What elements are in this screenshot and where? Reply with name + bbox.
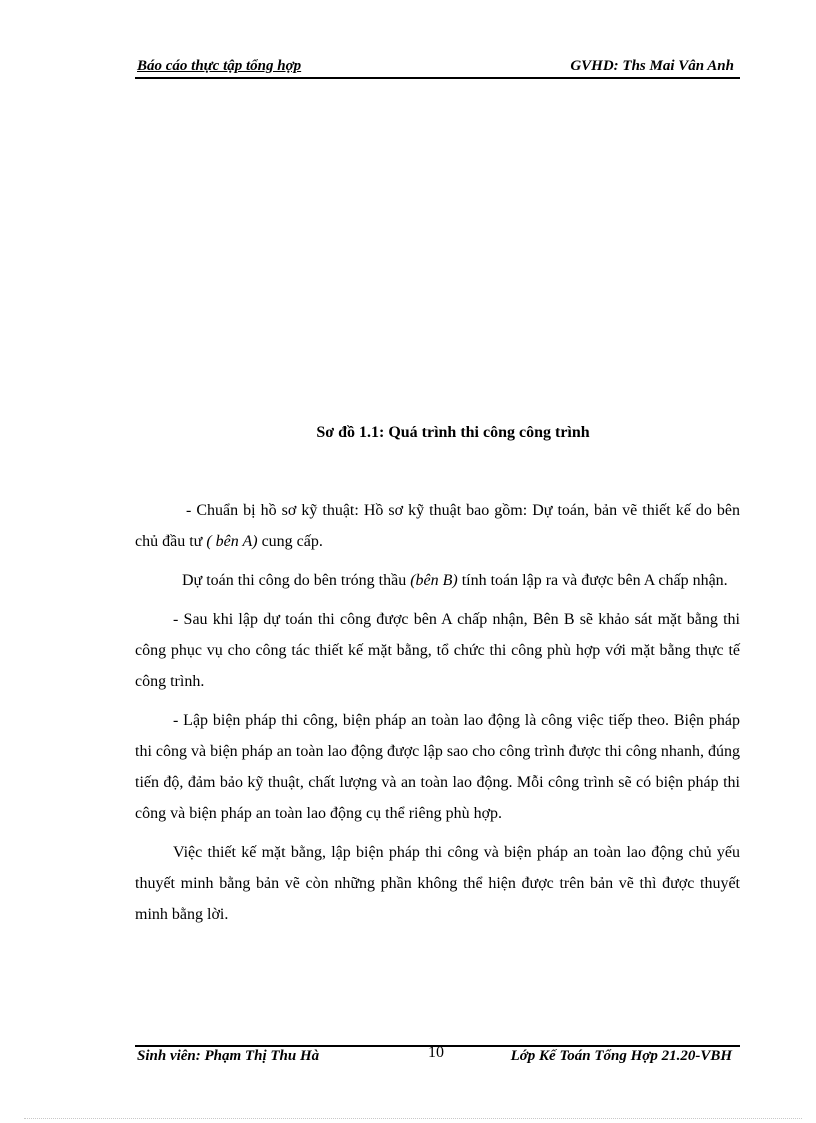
body-text <box>135 495 740 938</box>
paragraph-text: cung cấp. <box>257 533 323 550</box>
footer-class: Lớp Kế Toán Tổng Hợp 21.20-VBH <box>510 1048 732 1064</box>
paragraph-site-survey: - Sau khi lập dự toán thi công được bên A chấp nhận, Bên B sẽ khảo sát mặt bằng thi công phục vụ cho công tác thiết kế mặt bằng, tổ chức thi công phù hợp với mặt bằng thực tế công trình. <box>135 611 740 690</box>
paragraph-text: - Chuẩn bị hồ sơ kỹ thuật: Hồ sơ kỹ thuật bao gồm: Dự toán, bản vẽ thiết kế do bên chủ đầu tư <box>135 502 740 550</box>
paragraph-safety-measures: - Lập biện pháp thi công, biện pháp an toàn lao động là công việc tiếp theo. Biện pháp thi công và biện pháp an toàn lao động được lập sao cho công trình được thi công nhanh, đúng tiến độ, đảm bảo kỹ thuật, chất lượng và an toàn lao động. Mỗi công trình sẽ có biện pháp thi công và biện pháp an toàn lao động cụ thể riêng phù hợp. <box>135 712 740 822</box>
paragraph-design-explanation: Việc thiết kế mặt bằng, lập biện pháp thi công và biện pháp an toàn lao động chủ yếu thuyết minh bằng bản vẽ còn những phần không thể hiện được trên bản vẽ thì được thuyết minh bằng lời. <box>135 844 740 923</box>
page-number: 10 <box>428 1044 444 1061</box>
page-header <box>135 57 740 79</box>
paragraph-estimate <box>135 565 740 596</box>
footer-student: Sinh viên: Phạm Thị Thu Hà <box>137 1048 320 1064</box>
party-a-note: ( bên A) <box>206 533 258 550</box>
party-b-note: (bên B) <box>410 572 458 589</box>
page-footer <box>135 1044 740 1069</box>
header-supervisor: GVHD: Ths Mai Vân Anh <box>570 58 734 74</box>
header-report-title: Báo cáo thực tập tổng hợp <box>137 58 302 74</box>
paragraph-text: tính toán lập ra và được bên A chấp nhận. <box>457 572 728 589</box>
paragraph-text: Dự toán thi công do bên tróng thầu <box>182 572 411 589</box>
diagram-caption: Sơ đồ 1.1: Quá trình thi công công trình <box>316 424 590 441</box>
page-bottom-edge <box>24 1118 802 1119</box>
paragraph-prepare-documents <box>135 495 740 557</box>
